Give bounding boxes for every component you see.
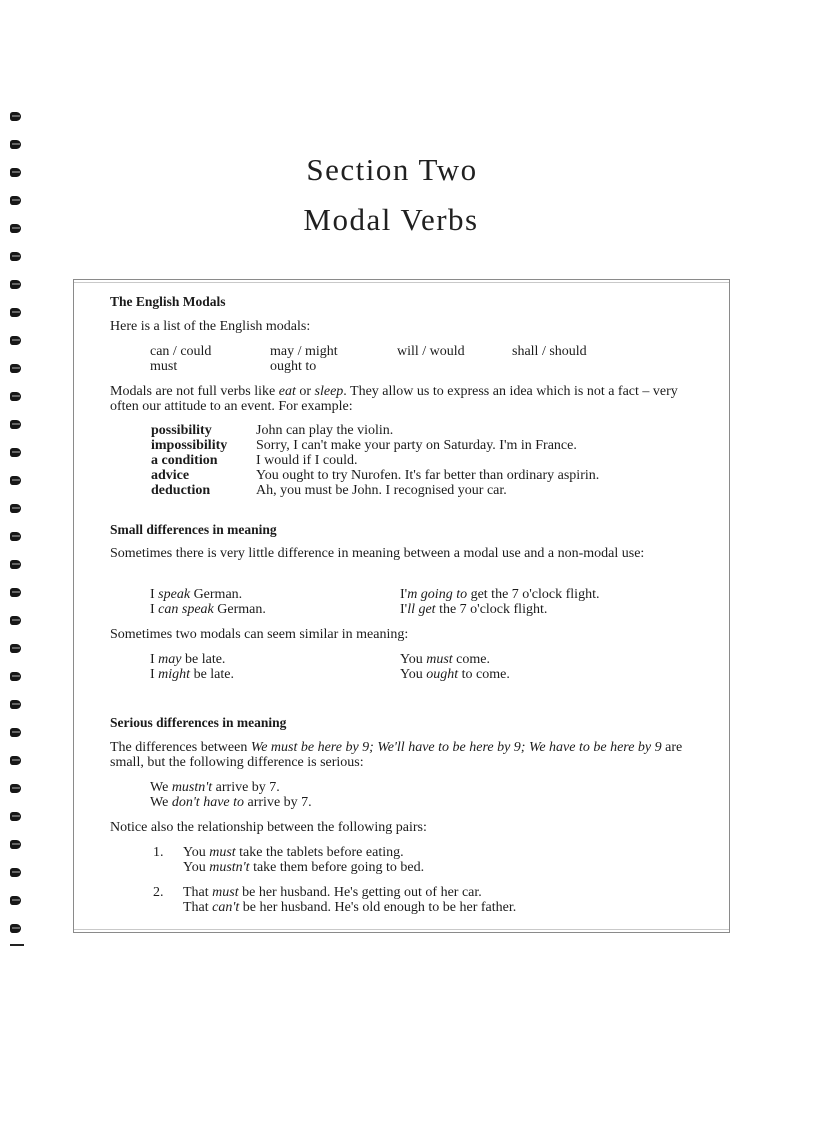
binding-ring: [10, 476, 21, 485]
small-diff-intro: Sometimes there is very little difference in meaning between a modal use and a non-modal use:: [110, 546, 645, 561]
binding-ring: [10, 532, 21, 541]
example-sentence: That can't be her husband. He's old enough to be her father.: [183, 900, 517, 915]
example-sentence: You must come.: [400, 652, 490, 667]
binding-ring: [10, 616, 21, 625]
example-sentence: I can speak German.: [150, 602, 266, 617]
heading-english-modals: The English Modals: [110, 294, 226, 309]
modal-item: will / would: [397, 344, 465, 359]
binding-ring: [10, 672, 21, 681]
notice-text: Notice also the relationship between the following pairs:: [110, 820, 427, 835]
binding-ring: [10, 504, 21, 513]
example-sentence: I'm going to get the 7 o'clock flight.: [400, 587, 600, 602]
section-title: Section Two: [306, 152, 478, 187]
binding-ring: [10, 784, 21, 793]
binding-ring: [10, 700, 21, 709]
binding-ring: [10, 896, 21, 905]
binding-ring: [10, 560, 21, 569]
example-sentence: You mustn't take them before going to bed.: [183, 860, 425, 875]
example-sentence: I might be late.: [150, 667, 234, 682]
example-label: impossibility: [151, 438, 228, 453]
intro-text: Here is a list of the English modals:: [110, 319, 311, 334]
binding-ring: [10, 420, 21, 429]
modal-item: must: [150, 359, 178, 374]
example-sentence: You ought to come.: [400, 667, 510, 682]
binding-ring: [10, 812, 21, 821]
example-text: Sorry, I can't make your party on Saturday. I'm in France.: [256, 438, 577, 453]
item-number: 2.: [153, 885, 164, 900]
modal-item: may / might: [270, 344, 338, 359]
serious-diff-paragraph: The differences between We must be here by 9; We'll have to be here by 9; We have to be here by 9 are small, but the following difference is serious:: [110, 740, 683, 770]
example-sentence: I may be late.: [150, 652, 226, 667]
example-label: a condition: [151, 453, 218, 468]
modal-item: shall / should: [512, 344, 587, 359]
binding-end: [10, 944, 24, 946]
example-label: deduction: [151, 483, 211, 498]
example-sentence: We mustn't arrive by 7.: [150, 780, 280, 795]
binding-ring: [10, 728, 21, 737]
binding-ring: [10, 364, 21, 373]
binding-ring: [10, 112, 21, 121]
binding-ring: [10, 308, 21, 317]
binding-ring: [10, 924, 21, 933]
binding-ring: [10, 868, 21, 877]
example-sentence: We don't have to arrive by 7.: [150, 795, 312, 810]
binding-ring: [10, 644, 21, 653]
example-sentence: I speak German.: [150, 587, 243, 602]
binding-ring: [10, 756, 21, 765]
heading-serious-differences: Serious differences in meaning: [110, 715, 287, 730]
binding-ring: [10, 140, 21, 149]
example-label: possibility: [151, 423, 212, 438]
example-sentence: You must take the tablets before eating.: [183, 845, 404, 860]
example-sentence: I'll get the 7 o'clock flight.: [400, 602, 548, 617]
binding-ring: [10, 392, 21, 401]
example-text: John can play the violin.: [256, 423, 394, 438]
item-number: 1.: [153, 845, 164, 860]
binding-ring: [10, 336, 21, 345]
example-text: You ought to try Nurofen. It's far better than ordinary aspirin.: [256, 468, 600, 483]
section-subtitle: Modal Verbs: [303, 202, 479, 237]
example-text: I would if I could.: [256, 453, 358, 468]
heading-small-differences: Small differences in meaning: [110, 522, 277, 537]
example-sentence: That must be her husband. He's getting out of her car.: [183, 885, 482, 900]
example-label: advice: [151, 468, 190, 483]
modal-description: Modals are not full verbs like eat or sleep. They allow us to express an idea which is not a fact – very often our attitude to an event. For example:: [110, 384, 678, 414]
binding-ring: [10, 252, 21, 261]
binding-ring: [10, 448, 21, 457]
modal-item: can / could: [150, 344, 212, 359]
binding-ring: [10, 280, 21, 289]
example-text: Ah, you must be John. I recognised your car.: [256, 483, 507, 498]
binding-ring: [10, 840, 21, 849]
modal-item: ought to: [270, 359, 317, 374]
small-diff-intro-2: Sometimes two modals can seem similar in meaning:: [110, 627, 409, 642]
binding-ring: [10, 588, 21, 597]
